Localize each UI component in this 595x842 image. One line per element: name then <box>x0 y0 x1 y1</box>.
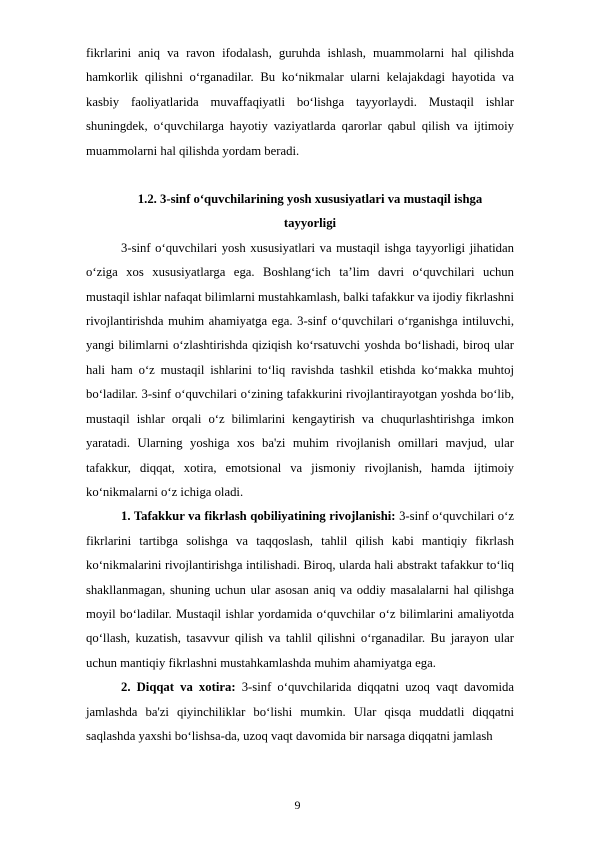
list-item-attention-title: 2. Diqqat va xotira: <box>121 680 236 695</box>
list-item-attention-text: 3-sinf o‘quvchilarida diqqatni uzoq vaqt davomida jamlashda ba'zi qiyinchiliklar bo‘lishi mumkin. Ular qisqa muddatli diqqatni saqlashda yaxshi bo‘lishsa-da, uzoq vaqt davomida bir narsaga diqqatni jamlash <box>86 680 514 743</box>
section-heading <box>86 187 514 236</box>
section-heading-line1: 1.2. 3-sinf o‘quvchilarining yosh xususiyatlari va mustaqil ishga <box>137 192 483 207</box>
page-number: 9 <box>294 798 301 812</box>
paragraph-intro: fikrlarini aniq va ravon ifodalash, guruhda ishlash, muammolarni hal qilishda hamkorlik qilishni o‘rganadilar. Bu ko‘nikmalar ularni kelajakdagi hayotida va kasbiy faoliyatlarida muvaffaqiyatli bo‘lishga tayyorlaydi. Mustaqil ishlar shuningdek, o‘quvchilarga hayotiy vaziyatlarda qarorlar qabul qilish va ijtimoiy muammolarni hal qilishda yordam beradi. <box>86 46 514 158</box>
paragraph-main: 3-sinf o‘quvchilari yosh xususiyatlari va mustaqil ishga tayyorligi jihatidan o‘ziga xos xususiyatlarga ega. Boshlang‘ich ta’lim davri o‘quvchilari uchun mustaqil ishlar nafaqat bilimlarni mustahkamlash, balki tafakkur va ijodiy fikrlashni rivojlantirishda muhim ahamiyatga ega. 3-sinf o‘quvchilari o‘rganishga intiluvchi, yangi bilimlarni o‘zlashtirishda qiziqish ko‘rsatuvchi yoshda bo‘lishadi, biroq ular hali ham o‘z mustaqil ishlarini to‘liq ravishda tashkil etishda ko‘makka muhtoj bo‘ladilar. 3-sinf o‘quvchilari o‘zining tafakkurini rivojlantirayotgan yoshda bo‘lib, mustaqil ishlar orqali o‘z bilimlarini kengaytirish va chuqurlashtirishga imkon yaratadi. Ularning yoshiga xos ba'zi muhim rivojlanish omillari mavjud, ular tafakkur, diqqat, xotira, emotsional va jismoniy rivojlanish, hamda ijtimoiy ko‘nikmalarni o‘z ichiga oladi. <box>86 240 514 499</box>
list-item-thinking-title: 1. Tafakkur va fikrlash qobiliyatining rivojlanishi: <box>121 509 396 524</box>
document-page <box>86 41 514 748</box>
section-heading-line2: tayyorligi <box>283 216 337 231</box>
list-item-thinking-text: 3-sinf o‘quvchilari o‘z fikrlarini tartibga solishga va taqqoslash, tahlil qilish kabi mantiqiy fikrlash ko‘nikmalarini rivojlantirishga intilishadi. Biroq, ularda hali abstrakt tafakkur to‘liq shakllanmagan, shuning uchun ular asosan aniq va oddiy masalalarni hal qilishga moyil bo‘ladilar. Mustaqil ishlar yordamida o‘quvchilar o‘z bilimlarini amaliyotda qo‘llash, kuzatish, tasavvur qilish va tahlil qilishni o‘rganadilar. Bu jarayon ular uchun mantiqiy fikrlashni mustahkamlashda muhim ahamiyatga ega. <box>86 509 514 670</box>
list-item-thinking <box>86 504 514 675</box>
list-item-attention <box>86 675 514 748</box>
